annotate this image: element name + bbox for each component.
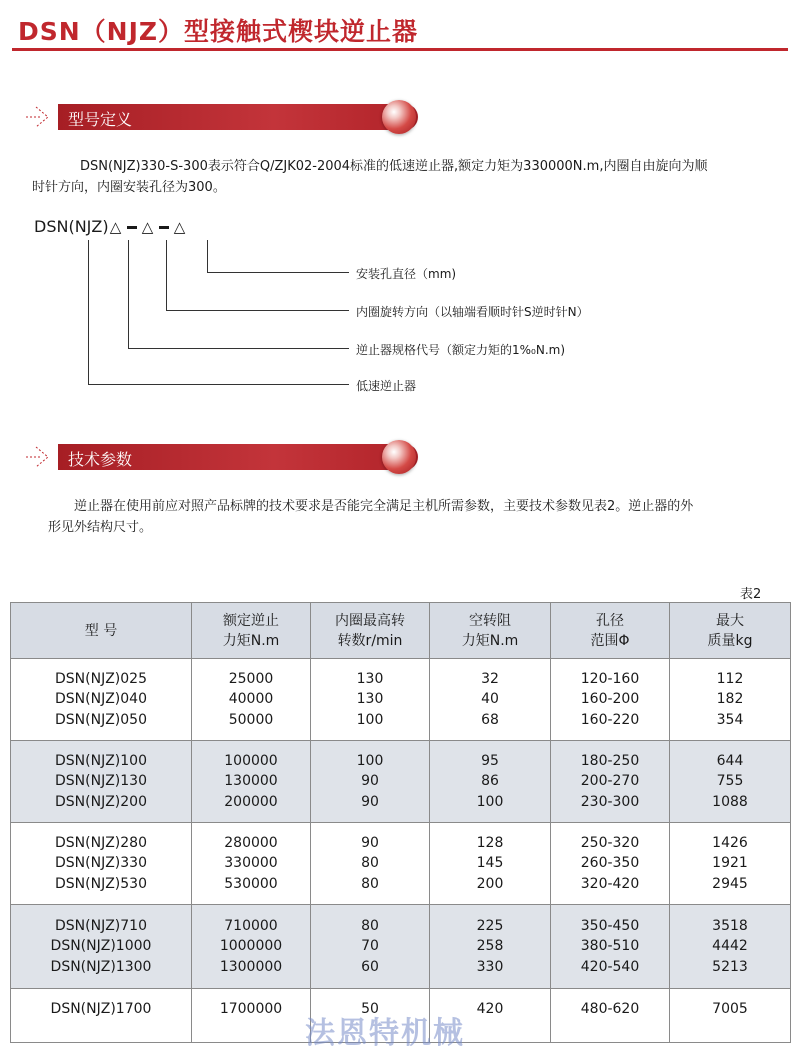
model-value: DSN(NJZ)330 [55, 855, 147, 872]
cell-speed [311, 823, 430, 905]
triangle-icon: △ [173, 218, 186, 236]
red-ball-icon [382, 100, 416, 134]
idle-torque-value: 200 [476, 875, 504, 892]
bore-value: 230-300 [580, 793, 640, 810]
mass-value: 1426 [712, 834, 748, 851]
cell-mass [670, 989, 791, 1043]
table-caption: 表2 [740, 587, 762, 602]
section-title: 型号定义 [68, 110, 133, 129]
idle-torque-value: 258 [476, 938, 504, 955]
cell-bore [551, 741, 670, 823]
table-row [11, 659, 791, 741]
cell-bore [551, 659, 670, 741]
cell-idle-torque [430, 741, 551, 823]
mass-value: 755 [716, 773, 744, 790]
speed-value: 80 [361, 875, 379, 892]
model-value: DSN(NJZ)040 [55, 691, 147, 708]
mass-value: 4442 [712, 938, 748, 955]
params-description-cont [48, 517, 778, 538]
torque-value: 710000 [224, 917, 278, 934]
cell-mass [670, 741, 791, 823]
model-code-prefix: DSN(NJZ) [34, 217, 109, 236]
params-description [48, 496, 778, 517]
chevron-right-icon [26, 104, 56, 130]
bore-value: 120-160 [580, 670, 640, 687]
legend-direction: 内圈旋转方向（以轴端看顺时针S逆时针N） [356, 305, 589, 319]
mass-value: 644 [716, 752, 744, 769]
cell-model [11, 905, 192, 989]
cell-speed [311, 741, 430, 823]
mass-value: 1088 [712, 793, 748, 810]
speed-value: 90 [361, 793, 379, 810]
speed-value: 60 [361, 958, 379, 975]
idle-torque-value: 100 [476, 793, 504, 810]
model-value: DSN(NJZ)710 [55, 917, 147, 934]
cell-mass [670, 659, 791, 741]
cell-model [11, 989, 192, 1043]
idle-torque-value: 68 [481, 711, 499, 728]
cell-idle-torque [430, 659, 551, 741]
bore-value: 160-200 [580, 691, 640, 708]
leader-line [128, 240, 129, 348]
cell-bore [551, 823, 670, 905]
bore-value: 380-510 [580, 938, 640, 955]
bore-value: 420-540 [580, 958, 640, 975]
cell-mass [670, 905, 791, 989]
speed-value: 130 [356, 691, 384, 708]
torque-value: 530000 [224, 875, 278, 892]
table-header-row [11, 603, 791, 659]
model-description-line2: 时针方向，内圈安装孔径为300。 [32, 180, 226, 195]
idle-torque-value: 420 [476, 1001, 504, 1017]
leader-line [88, 240, 89, 384]
leader-line [128, 348, 349, 349]
speed-value: 80 [361, 855, 379, 872]
speed-value: 130 [356, 670, 384, 687]
idle-torque-value: 32 [481, 670, 499, 687]
speed-value: 100 [356, 752, 384, 769]
model-value: DSN(NJZ)200 [55, 793, 147, 810]
model-value: DSN(NJZ)1300 [50, 958, 152, 975]
torque-value: 40000 [228, 691, 274, 708]
speed-value: 50 [361, 1001, 379, 1017]
mass-value: 7005 [712, 1001, 748, 1017]
torque-value: 1300000 [219, 958, 283, 975]
parameters-table [10, 602, 791, 1043]
torque-value: 50000 [228, 711, 274, 728]
model-value: DSN(NJZ)130 [55, 773, 147, 790]
params-description-line1: 逆止器在使用前应对照产品标牌的技术要求是否能完全满足主机所需参数，主要技术参数见表2。逆止器的外 [74, 499, 694, 514]
bore-value: 350-450 [580, 917, 640, 934]
torque-value: 25000 [228, 670, 274, 687]
table-row [11, 905, 791, 989]
idle-torque-value: 95 [481, 752, 499, 769]
bore-value: 480-620 [580, 1001, 640, 1017]
header-idle-torque: 空转阻 力矩N.m [430, 603, 551, 659]
bore-value: 180-250 [580, 752, 640, 769]
leader-line [166, 310, 349, 311]
torque-value: 200000 [224, 793, 278, 810]
cell-speed [311, 905, 430, 989]
torque-value: 330000 [224, 855, 278, 872]
model-description [48, 156, 778, 177]
cell-idle-torque [430, 905, 551, 989]
cell-torque [192, 741, 311, 823]
table-row [11, 741, 791, 823]
idle-torque-value: 225 [476, 917, 504, 934]
cell-mass [670, 823, 791, 905]
speed-value: 80 [361, 917, 379, 934]
leader-line [207, 272, 349, 273]
legend-spec: 逆止器规格代号（额定力矩的1%₀N.m) [356, 343, 566, 357]
header-mass: 最大 质量kg [670, 603, 791, 659]
watermark: 法恩特机械 [305, 1016, 465, 1048]
idle-torque-value: 86 [481, 773, 499, 790]
mass-value: 182 [716, 691, 744, 708]
legend-type: 低速逆止器 [356, 379, 417, 393]
idle-torque-value: 330 [476, 958, 504, 975]
mass-value: 3518 [712, 917, 748, 934]
speed-value: 90 [361, 834, 379, 851]
section-title: 技术参数 [68, 450, 133, 469]
section-header-model [26, 100, 416, 134]
bore-value: 320-420 [580, 875, 640, 892]
cell-torque [192, 659, 311, 741]
speed-value: 100 [356, 711, 384, 728]
idle-torque-value: 145 [476, 855, 504, 872]
leader-line [207, 240, 208, 272]
model-description-line1: DSN(NJZ)330-S-300表示符合Q/ZJK02-2004标准的低速逆止器,额定力矩为330000N.m,内圈自由旋向为顺 [80, 159, 708, 174]
table-row [11, 823, 791, 905]
cell-model [11, 741, 192, 823]
model-value: DSN(NJZ)530 [55, 875, 147, 892]
cell-torque [192, 989, 311, 1043]
code-dash [159, 226, 169, 229]
title-divider [12, 48, 788, 51]
idle-torque-value: 40 [481, 691, 499, 708]
section-header-params [26, 440, 416, 474]
torque-value: 100000 [224, 752, 278, 769]
cell-torque [192, 905, 311, 989]
model-value: DSN(NJZ)1700 [50, 1001, 152, 1017]
header-bore: 孔径 范围Φ [551, 603, 670, 659]
leader-line [88, 384, 349, 385]
mass-value: 354 [716, 711, 744, 728]
header-model: 型 号 [11, 603, 192, 659]
cell-torque [192, 823, 311, 905]
cell-bore [551, 989, 670, 1043]
mass-value: 5213 [712, 958, 748, 975]
mass-value: 1921 [712, 855, 748, 872]
model-value: DSN(NJZ)100 [55, 752, 147, 769]
triangle-icon: △ [141, 218, 154, 236]
cell-idle-torque [430, 823, 551, 905]
code-dash [127, 226, 137, 229]
model-code [34, 217, 187, 236]
chevron-right-icon [26, 444, 56, 470]
model-description-cont [32, 177, 762, 198]
idle-torque-value: 128 [476, 834, 504, 851]
bore-value: 160-220 [580, 711, 640, 728]
torque-value: 1700000 [219, 1001, 283, 1017]
cell-model [11, 823, 192, 905]
model-value: DSN(NJZ)280 [55, 834, 147, 851]
model-value: DSN(NJZ)1000 [50, 938, 152, 955]
torque-value: 1000000 [219, 938, 283, 955]
params-description-line2: 形见外结构尺寸。 [48, 520, 153, 535]
leader-line [166, 240, 167, 310]
header-speed: 内圈最高转 转数r/min [311, 603, 430, 659]
page-title: DSN（NJZ）型接触式楔块逆止器 [18, 17, 419, 46]
speed-value: 70 [361, 938, 379, 955]
bore-value: 200-270 [580, 773, 640, 790]
torque-value: 280000 [224, 834, 278, 851]
cell-speed [311, 659, 430, 741]
cell-bore [551, 905, 670, 989]
model-value: DSN(NJZ)050 [55, 711, 147, 728]
mass-value: 2945 [712, 875, 748, 892]
header-torque: 额定逆止 力矩N.m [192, 603, 311, 659]
red-ball-icon [382, 440, 416, 474]
triangle-icon: △ [109, 218, 122, 236]
legend-bore: 安装孔直径（mm) [356, 267, 457, 281]
torque-value: 130000 [224, 773, 278, 790]
mass-value: 112 [716, 670, 744, 687]
speed-value: 90 [361, 773, 379, 790]
bore-value: 250-320 [580, 834, 640, 851]
model-value: DSN(NJZ)025 [55, 670, 147, 687]
bore-value: 260-350 [580, 855, 640, 872]
cell-model [11, 659, 192, 741]
